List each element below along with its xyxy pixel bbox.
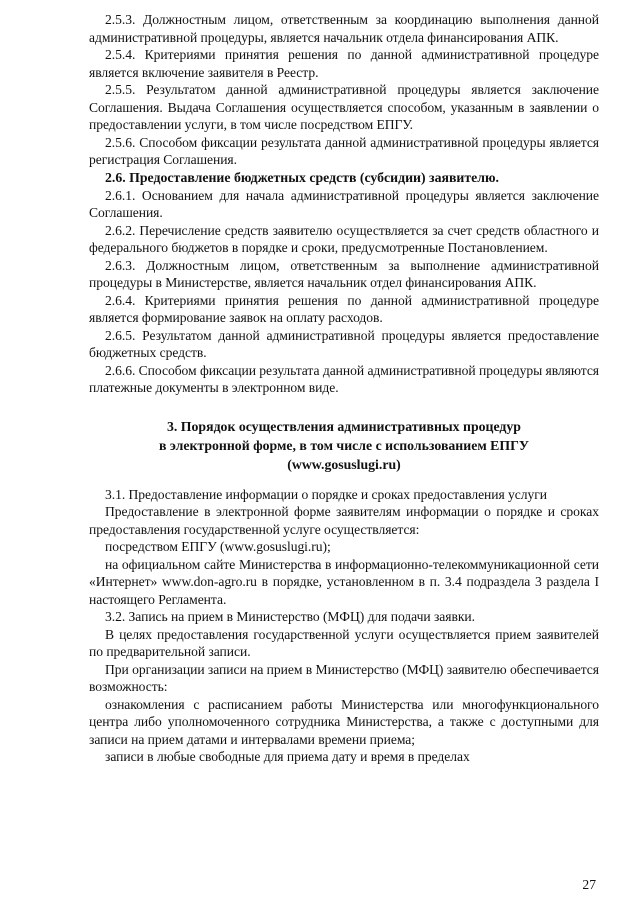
- paragraph-3-2-appointment: В целях предоставления государственной услуги осуществляется прием заявителей по предварительной записи.: [89, 626, 599, 659]
- paragraph-3-1-epgu: посредством ЕПГУ (www.gosuslugi.ru);: [105, 539, 331, 554]
- section-3-title: [89, 417, 599, 474]
- paragraph-2-6-5: 2.6.5. Результатом данной административной процедуры является предоставление бюджетных средств.: [89, 327, 599, 360]
- paragraph-2-6-2: 2.6.2. Перечисление средств заявителю осуществляется за счет средств областного и федерального бюджетов в порядке и сроки, предусмотренные Постановлением.: [89, 222, 599, 255]
- paragraph-2-5-3: 2.5.3. Должностным лицом, ответственным за координацию выполнения данной административной процедуры, является начальник отдела финансирования АПК.: [89, 12, 599, 45]
- paragraph-3-2-schedule: ознакомления с расписанием работы Министерства или многофункционального центра либо уполномоченного сотрудника Министерства, а также с доступными для записи на прием датами и интервалами времени приема;: [89, 696, 599, 747]
- section-3-title-line-3: (www.gosuslugi.ru): [287, 456, 401, 472]
- paragraph-2-5-6: 2.5.6. Способом фиксации результата данной административной процедуры является регистрация Соглашения.: [89, 134, 599, 167]
- paragraph-2-5-4: 2.5.4. Критериями принятия решения по данной административной процедуре является включение заявителя в Реестр.: [89, 47, 599, 80]
- page-number: 27: [582, 877, 596, 892]
- paragraph-3-2-record: записи в любые свободные для приема дату и время в пределах: [105, 749, 470, 764]
- paragraph-2-6-1: 2.6.1. Основанием для начала административной процедуры является заключение Соглашения.: [89, 187, 599, 220]
- paragraph-2-6-6: 2.6.6. Способом фиксации результата данной административной процедуры являются платежные документы в электронном виде.: [89, 362, 600, 395]
- paragraph-3-1-info: Предоставление в электронной форме заявителям информации о порядке и сроках предоставления государственной услуге осуществляется:: [89, 504, 599, 537]
- heading-2-6: 2.6. Предоставление бюджетных средств (субсидии) заявителю.: [105, 169, 499, 185]
- paragraph-3-2: 3.2. Запись на прием в Министерство (МФЦ) для подачи заявки.: [105, 609, 475, 624]
- paragraph-3-1-site: на официальном сайте Министерства в информационно-телекоммуникационной сети «Интернет» www.don-agro.ru в порядке, установленном в п. 3.4 подраздела 3 раздела I настоящего Регламента.: [89, 556, 599, 607]
- paragraph-2-5-5: 2.5.5. Результатом данной административной процедуры является заключение Соглашения. Выдача Соглашения осуществляется способом, указанным в заявлении о предоставлении услуги, в том числе посредством ЕПГУ.: [89, 82, 599, 132]
- paragraph-3-1: 3.1. Предоставление информации о порядке и сроках предоставления услуги: [105, 486, 548, 502]
- paragraph-3-2-possibility: При организации записи на прием в Министерство (МФЦ) заявителю обеспечивается возможность:: [89, 661, 599, 694]
- paragraph-2-6-3: 2.6.3. Должностным лицом, ответственным за выполнение административной процедуры в Министерстве, является начальник отдел финансирования АПК.: [89, 257, 599, 290]
- section-3-title-line-2: в электронной форме, в том числе с использованием ЕПГУ: [158, 437, 530, 453]
- section-3-title-line-1: 3. Порядок осуществления административных процедур: [167, 418, 521, 434]
- paragraph-2-6-4: 2.6.4. Критериями принятия решения по данной административной процедуре является формирование заявок на оплату расходов.: [89, 292, 599, 325]
